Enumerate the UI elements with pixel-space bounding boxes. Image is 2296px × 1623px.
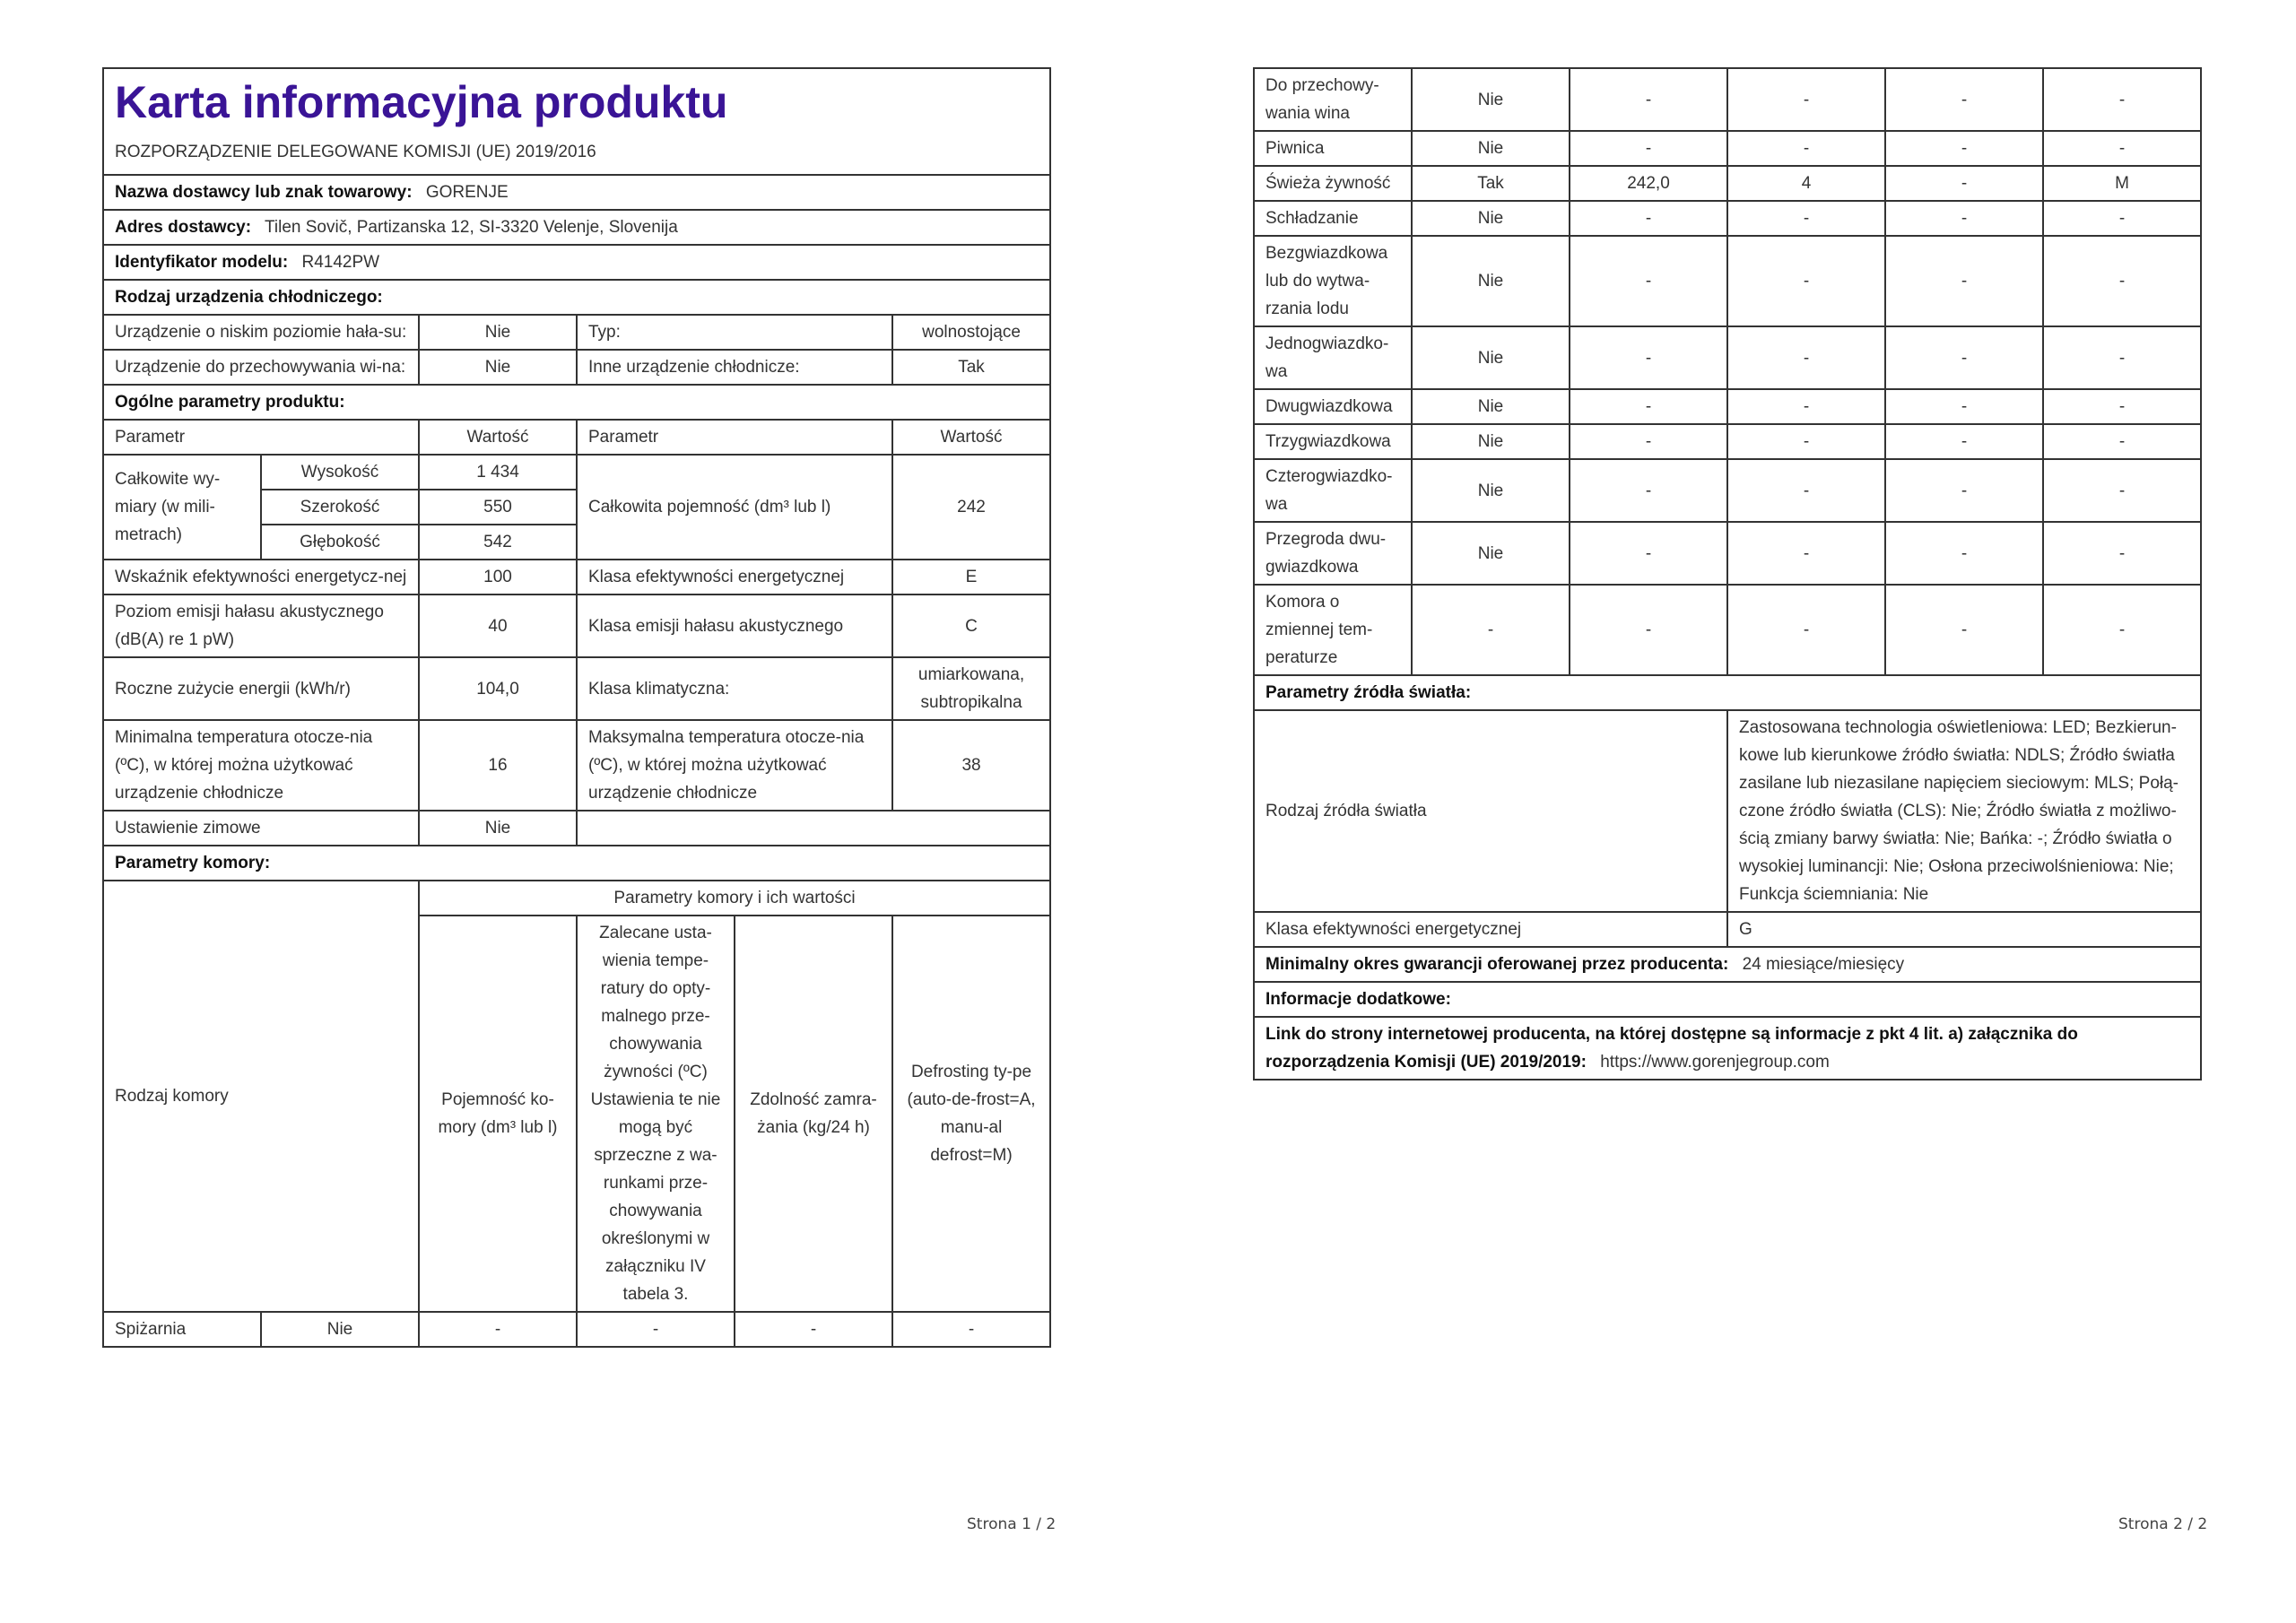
table-row bbox=[1254, 522, 2201, 585]
compartment-temp: - bbox=[1727, 131, 1885, 166]
link-label: Link do strony internetowej producenta, na której dostępne są informacje z pkt 4 lit. a) załącznika do rozporządzenia Komisji (UE) 2019/2019: bbox=[1265, 1025, 2078, 1072]
address-label: Adres dostawcy: bbox=[115, 218, 252, 237]
manufacturer-link[interactable]: https://www.gorenjegroup.com bbox=[1600, 1053, 1830, 1072]
compartment-name: Trzygwiazdkowa bbox=[1254, 424, 1412, 459]
climate-class-value: umiarkowana, subtropikalna bbox=[892, 657, 1050, 720]
compartment-defrost: - bbox=[2043, 424, 2201, 459]
compartment-name: Jednogwiazdko-wa bbox=[1254, 326, 1412, 389]
table-row bbox=[1254, 585, 2201, 675]
wine-device-label: Urządzenie do przechowywania wi-na: bbox=[103, 350, 419, 385]
col-volume-header: Pojemność ko-mory (dm³ lub l) bbox=[419, 916, 577, 1312]
compartment-temp: - bbox=[1727, 389, 1885, 424]
wine-device-value: Nie bbox=[419, 350, 577, 385]
max-temp-label: Maksymalna temperatura otocze-nia (ºC), w której można użytkować urządzenie chłodnicze bbox=[577, 720, 892, 811]
compartment-volume: - bbox=[1570, 131, 1727, 166]
col-temp-header: Zalecane usta-wienia tempe-ratury do opty-malnego prze-chowywania żywności (ºC) Ustawienia te nie mogą być sprzeczne z wa-runkami prze-chowywania określonymi w załączniku IV tabela 3. bbox=[577, 916, 735, 1312]
regulation-subtitle: ROZPORZĄDZENIE DELEGOWANE KOMISJI (UE) 2019/2016 bbox=[115, 143, 596, 161]
compartment-freeze: - bbox=[1885, 236, 2043, 326]
low-noise-value: Nie bbox=[419, 315, 577, 350]
annual-energy-label: Roczne zużycie energii (kWh/r) bbox=[103, 657, 419, 720]
compartment-present: Nie bbox=[1412, 236, 1570, 326]
low-noise-label: Urządzenie o niskim poziomie hała-su: bbox=[103, 315, 419, 350]
compartment-present: Nie bbox=[1412, 326, 1570, 389]
model-row bbox=[103, 245, 1050, 280]
pantry-defrost: - bbox=[892, 1312, 1050, 1347]
warranty-row bbox=[1254, 947, 2201, 982]
compartment-defrost: M bbox=[2043, 166, 2201, 201]
empty-cell bbox=[577, 811, 1050, 846]
noise-class-value: C bbox=[892, 595, 1050, 657]
table-row bbox=[1254, 389, 2201, 424]
value-col-header: Wartość bbox=[419, 420, 577, 455]
compartment-present: Nie bbox=[1412, 131, 1570, 166]
compartment-freeze: - bbox=[1885, 522, 2043, 585]
compartment-name: Schładzanie bbox=[1254, 201, 1412, 236]
supplier-label: Nazwa dostawcy lub znak towarowy: bbox=[115, 183, 413, 202]
compartment-volume: - bbox=[1570, 201, 1727, 236]
table-row bbox=[1254, 236, 2201, 326]
compartment-volume: - bbox=[1570, 389, 1727, 424]
light-type-value: Zastosowana technologia oświetleniowa: LED; Bezkierun-kowe lub kierunkowe źródło światła: NDLS; Źródło światła zasilane lub niezasilane napięciem sieciowym: MLS; Połą-czone źródło światła (CLS): Nie; Źródło światła z możliwo-ścią zmiany barwy światła: Nie; Bańka: -; Źródło światła o wysokiej luminancji: Nie; Osłona przeciwolśnieniowa: Nie; Funkcja ściemniania: Nie bbox=[1727, 710, 2201, 912]
compartment-name: Świeża żywność bbox=[1254, 166, 1412, 201]
value-col-header-2: Wartość bbox=[892, 420, 1050, 455]
warranty-value: 24 miesiące/miesięcy bbox=[1742, 955, 1905, 974]
compartment-volume: - bbox=[1570, 236, 1727, 326]
total-volume-label: Całkowita pojemność (dm³ lub l) bbox=[577, 455, 892, 560]
compartment-present: Nie bbox=[1412, 201, 1570, 236]
supplier-row bbox=[103, 175, 1050, 210]
compartment-name: Dwugwiazdkowa bbox=[1254, 389, 1412, 424]
compartment-freeze: - bbox=[1885, 201, 2043, 236]
compartment-temp: - bbox=[1727, 326, 1885, 389]
winter-setting-value: Nie bbox=[419, 811, 577, 846]
product-info-table bbox=[102, 67, 1051, 1348]
compartment-name: Do przechowy-wania wina bbox=[1254, 68, 1412, 131]
warranty-label: Minimalny okres gwarancji oferowanej przez producenta: bbox=[1265, 955, 1729, 974]
compartment-freeze: - bbox=[1885, 424, 2043, 459]
energy-class-value: E bbox=[892, 560, 1050, 595]
compartment-freeze: - bbox=[1885, 131, 2043, 166]
compartments-table bbox=[1253, 67, 2202, 1081]
compartment-defrost: - bbox=[2043, 201, 2201, 236]
compartment-temp: 4 bbox=[1727, 166, 1885, 201]
link-row bbox=[1254, 1017, 2201, 1080]
type-label: Typ: bbox=[577, 315, 892, 350]
compartment-volume: 242,0 bbox=[1570, 166, 1727, 201]
pantry-temp: - bbox=[577, 1312, 735, 1347]
depth-label: Głębokość bbox=[261, 525, 419, 560]
compartment-defrost: - bbox=[2043, 389, 2201, 424]
compartment-freeze: - bbox=[1885, 326, 2043, 389]
dimensions-label: Całkowite wy-miary (w mili-metrach) bbox=[103, 455, 261, 560]
compartment-freeze: - bbox=[1885, 389, 2043, 424]
model-value: R4142PW bbox=[301, 253, 380, 272]
device-type-header: Rodzaj urządzenia chłodniczego: bbox=[103, 280, 1050, 315]
compartment-defrost: - bbox=[2043, 326, 2201, 389]
height-value: 1 434 bbox=[419, 455, 577, 490]
compartment-freeze: - bbox=[1885, 459, 2043, 522]
compartment-volume: - bbox=[1570, 459, 1727, 522]
eei-label: Wskaźnik efektywności energetycz-nej bbox=[103, 560, 419, 595]
eei-value: 100 bbox=[419, 560, 577, 595]
param-col-header-2: Parametr bbox=[577, 420, 892, 455]
height-label: Wysokość bbox=[261, 455, 419, 490]
pantry-present: Nie bbox=[261, 1312, 419, 1347]
compartment-temp: - bbox=[1727, 585, 1885, 675]
col-freeze-header: Zdolność zamra-żania (kg/24 h) bbox=[735, 916, 892, 1312]
additional-info-header: Informacje dodatkowe: bbox=[1254, 982, 2201, 1017]
table-row bbox=[1254, 201, 2201, 236]
compartment-params-header: Parametry komory: bbox=[103, 846, 1050, 881]
page-title: Karta informacyjna produktu bbox=[115, 77, 728, 127]
compartment-temp: - bbox=[1727, 201, 1885, 236]
table-row bbox=[1254, 166, 2201, 201]
light-params-header: Parametry źródła światła: bbox=[1254, 675, 2201, 710]
compartment-freeze: - bbox=[1885, 166, 2043, 201]
noise-class-label: Klasa emisji hałasu akustycznego bbox=[577, 595, 892, 657]
type-value: wolnostojące bbox=[892, 315, 1050, 350]
compartment-defrost: - bbox=[2043, 522, 2201, 585]
compartment-defrost: - bbox=[2043, 585, 2201, 675]
min-temp-label: Minimalna temperatura otocze-nia (ºC), w której można użytkować urządzenie chłodnicze bbox=[103, 720, 419, 811]
compartment-freeze: - bbox=[1885, 68, 2043, 131]
compartment-volume: - bbox=[1570, 326, 1727, 389]
page-2 bbox=[1253, 67, 2200, 1081]
compartment-params-values-header: Parametry komory i ich wartości bbox=[419, 881, 1050, 916]
noise-value: 40 bbox=[419, 595, 577, 657]
compartment-volume: - bbox=[1570, 585, 1727, 675]
address-row bbox=[103, 210, 1050, 245]
other-device-value: Tak bbox=[892, 350, 1050, 385]
table-row bbox=[1254, 131, 2201, 166]
max-temp-value: 38 bbox=[892, 720, 1050, 811]
supplier-value: GORENJE bbox=[425, 183, 509, 202]
compartment-defrost: - bbox=[2043, 131, 2201, 166]
compartment-present: - bbox=[1412, 585, 1570, 675]
compartment-present: Nie bbox=[1412, 522, 1570, 585]
compartment-present: Nie bbox=[1412, 68, 1570, 131]
general-params-header: Ogólne parametry produktu: bbox=[103, 385, 1050, 420]
compartment-volume: - bbox=[1570, 68, 1727, 131]
compartment-temp: - bbox=[1727, 424, 1885, 459]
other-device-label: Inne urządzenie chłodnicze: bbox=[577, 350, 892, 385]
compartment-temp: - bbox=[1727, 236, 1885, 326]
compartment-defrost: - bbox=[2043, 459, 2201, 522]
annual-energy-value: 104,0 bbox=[419, 657, 577, 720]
model-label: Identyfikator modelu: bbox=[115, 253, 289, 272]
compartment-name: Piwnica bbox=[1254, 131, 1412, 166]
compartment-name: Przegroda dwu-gwiazdkowa bbox=[1254, 522, 1412, 585]
compartment-present: Nie bbox=[1412, 424, 1570, 459]
address-value: Tilen Sovič, Partizanska 12, SI-3320 Velenje, Slovenija bbox=[264, 218, 678, 237]
light-type-label: Rodzaj źródła światła bbox=[1254, 710, 1727, 912]
noise-label: Poziom emisji hałasu akustycznego (dB(A) re 1 pW) bbox=[103, 595, 419, 657]
table-row bbox=[1254, 459, 2201, 522]
compartment-temp: - bbox=[1727, 68, 1885, 131]
compartment-name: Czterogwiazdko-wa bbox=[1254, 459, 1412, 522]
climate-class-label: Klasa klimatyczna: bbox=[577, 657, 892, 720]
compartment-present: Tak bbox=[1412, 166, 1570, 201]
pantry-name: Spiżarnia bbox=[103, 1312, 261, 1347]
compartment-freeze: - bbox=[1885, 585, 2043, 675]
pantry-freeze: - bbox=[735, 1312, 892, 1347]
width-value: 550 bbox=[419, 490, 577, 525]
compartment-type-label: Rodzaj komory bbox=[103, 881, 419, 1312]
energy-class-label: Klasa efektywności energetycznej bbox=[577, 560, 892, 595]
header-cell bbox=[103, 68, 1050, 175]
compartment-temp: - bbox=[1727, 522, 1885, 585]
page-number-2: Strona 2 / 2 bbox=[2118, 1515, 2208, 1533]
compartment-temp: - bbox=[1727, 459, 1885, 522]
compartment-name: Komora o zmiennej tem-peraturze bbox=[1254, 585, 1412, 675]
winter-setting-label: Ustawienie zimowe bbox=[103, 811, 419, 846]
min-temp-value: 16 bbox=[419, 720, 577, 811]
compartment-defrost: - bbox=[2043, 236, 2201, 326]
width-label: Szerokość bbox=[261, 490, 419, 525]
table-row bbox=[1254, 424, 2201, 459]
compartment-volume: - bbox=[1570, 424, 1727, 459]
compartment-name: Bezgwiazdkowa lub do wytwa-rzania lodu bbox=[1254, 236, 1412, 326]
param-col-header: Parametr bbox=[103, 420, 419, 455]
table-row bbox=[1254, 326, 2201, 389]
compartment-present: Nie bbox=[1412, 389, 1570, 424]
compartment-present: Nie bbox=[1412, 459, 1570, 522]
compartment-defrost: - bbox=[2043, 68, 2201, 131]
light-class-label: Klasa efektywności energetycznej bbox=[1254, 912, 1727, 947]
light-class-value: G bbox=[1727, 912, 2201, 947]
table-row bbox=[1254, 68, 2201, 131]
compartment-volume: - bbox=[1570, 522, 1727, 585]
col-defrost-header: Defrosting ty-pe (auto-de-frost=A, manu-al defrost=M) bbox=[892, 916, 1050, 1312]
pantry-volume: - bbox=[419, 1312, 577, 1347]
total-volume-value: 242 bbox=[892, 455, 1050, 560]
page-1 bbox=[102, 67, 1049, 1348]
page-number-1: Strona 1 / 2 bbox=[967, 1515, 1057, 1533]
depth-value: 542 bbox=[419, 525, 577, 560]
